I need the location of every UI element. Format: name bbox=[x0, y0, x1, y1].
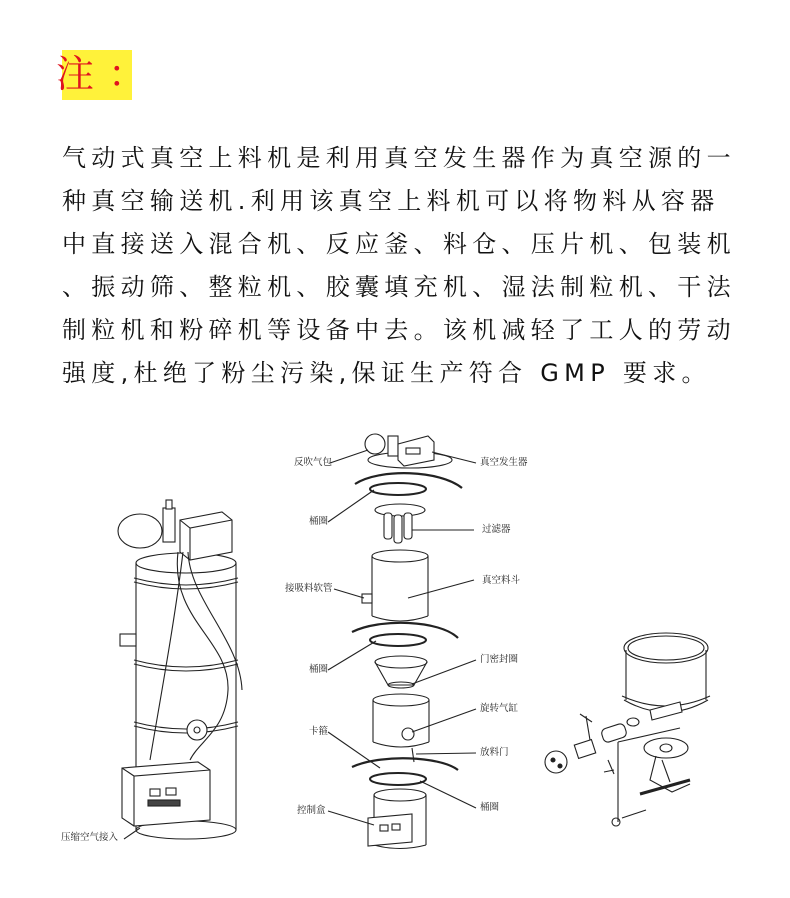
discharge-door-detail-drawing bbox=[545, 633, 710, 826]
label-seal-ring-mid: 桶圈 bbox=[309, 664, 329, 675]
line-art-drawings bbox=[0, 400, 790, 898]
note-heading bbox=[56, 50, 161, 100]
label-seal-ring-bottom: 桶圈 bbox=[480, 802, 500, 813]
label-vacuum-generator: 真空发生器 bbox=[480, 457, 528, 468]
label-control-box: 控制盒 bbox=[297, 805, 326, 816]
description-line: 种真空输送机.利用该真空上料机可以将物料从容器 bbox=[62, 187, 720, 215]
label-seal-ring-top: 桶圈 bbox=[309, 516, 329, 527]
exploded-view-drawing bbox=[328, 434, 476, 849]
label-clamp: 卡箍 bbox=[309, 726, 329, 737]
description-line: 制粒机和粉碎机等设备中去。该机减轻了工人的劳动 bbox=[62, 316, 736, 344]
description-line: 、振动筛、整粒机、胶囊填充机、湿法制粒机、干法 bbox=[62, 273, 736, 301]
label-suction-hose: 接吸料软管 bbox=[285, 583, 333, 594]
description-line: 强度,杜绝了粉尘污染,保证生产符合 GMP 要求。 bbox=[62, 359, 711, 387]
label-door-seal-ring: 门密封圈 bbox=[480, 654, 519, 665]
label-rotary-cylinder: 旋转气缸 bbox=[480, 703, 519, 714]
equipment-illustrations bbox=[0, 400, 790, 898]
label-vacuum-hopper: 真空料斗 bbox=[482, 575, 521, 586]
label-compressed-air-inlet: 压缩空气接入 bbox=[61, 832, 119, 843]
label-blowback-air-bag: 反吹气包 bbox=[294, 457, 333, 468]
label-filter: 过滤器 bbox=[482, 524, 511, 535]
note-heading-text: 注： bbox=[56, 52, 161, 96]
label-discharge-door: 放料门 bbox=[480, 747, 509, 758]
assembled-machine-drawing bbox=[118, 500, 242, 839]
description-line: 气动式真空上料机是利用真空发生器作为真空源的一 bbox=[62, 144, 736, 172]
description-paragraph bbox=[62, 137, 742, 395]
description-line: 中直接送入混合机、反应釜、料仓、压片机、包装机 bbox=[62, 230, 736, 258]
